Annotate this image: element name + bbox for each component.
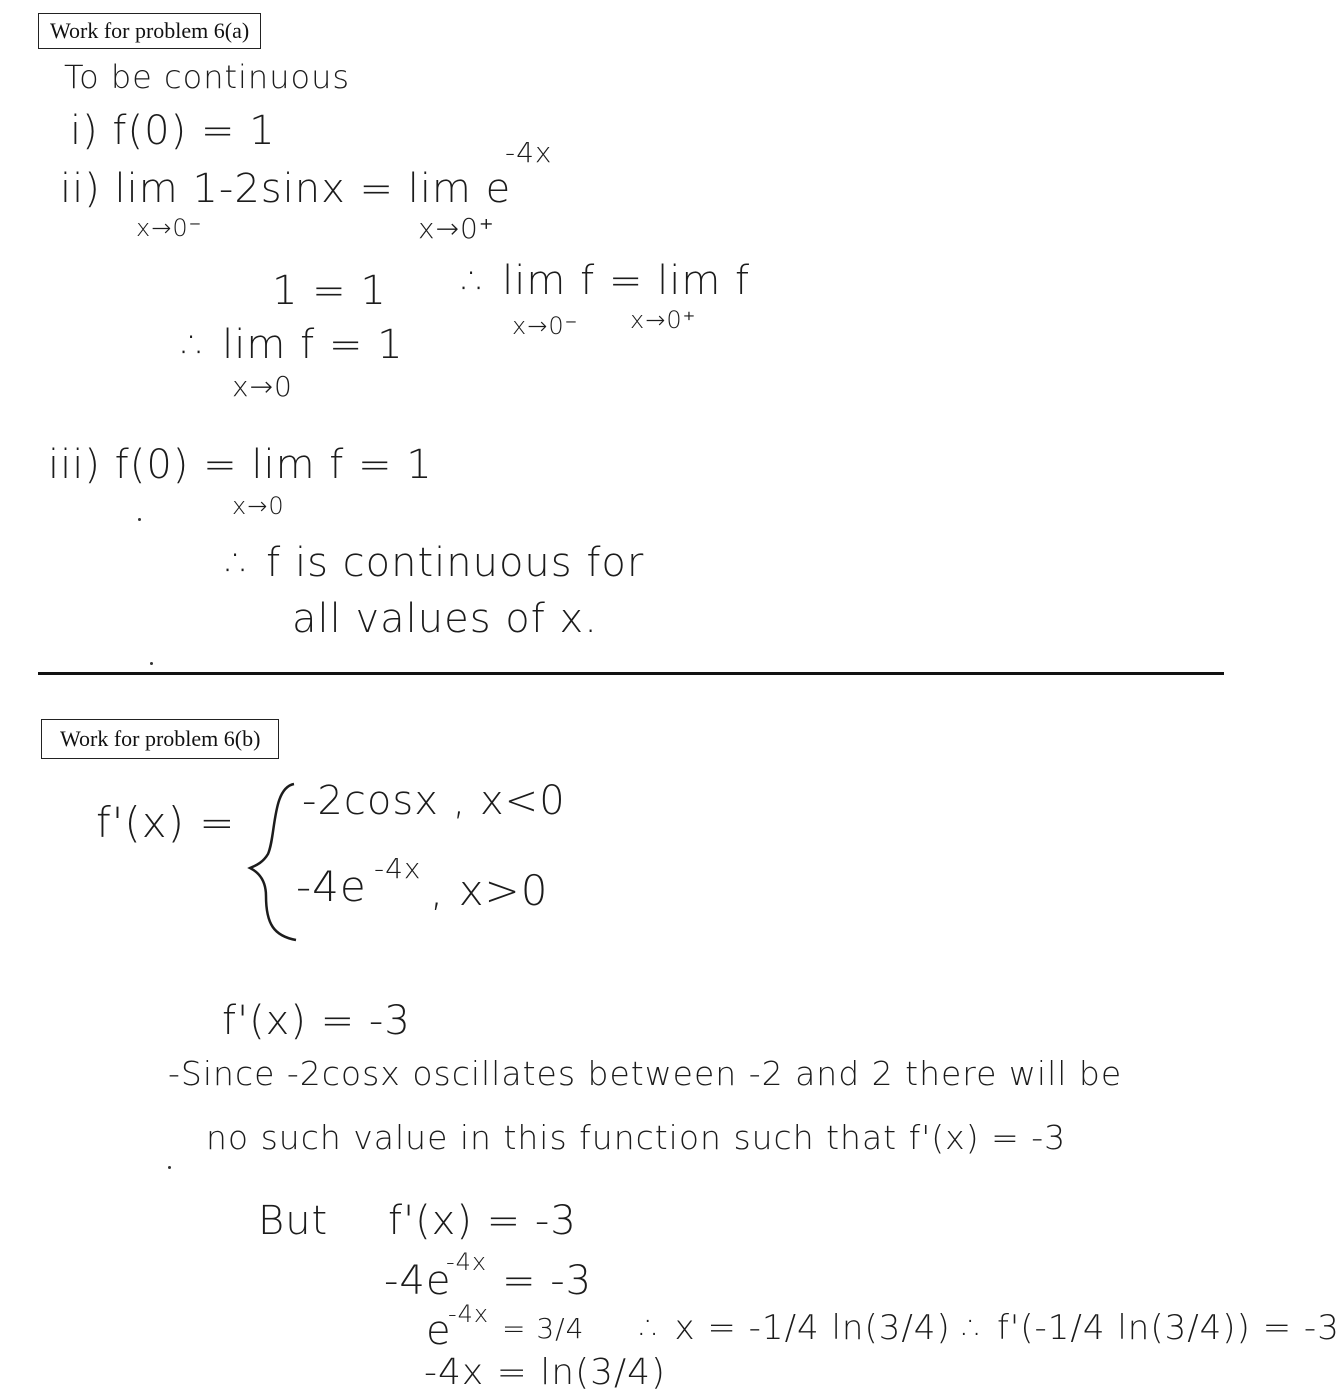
stray-mark	[168, 1166, 171, 1169]
sub-right-limit: x→0⁺	[630, 306, 697, 334]
intro-line: To be continuous	[64, 58, 351, 96]
piecewise-case-2-exponent: -4x	[374, 852, 422, 885]
therefore-limits-equal: ∴ lim f = lim f	[462, 258, 751, 304]
since-line-2: no such value in this function such that f'(x) = -3	[206, 1118, 1067, 1157]
but-label: But	[258, 1198, 329, 1244]
derivative-label: f'(x) =	[96, 798, 236, 847]
step-3-base: e	[426, 1308, 452, 1354]
since-line-1: -Since -2cosx oscillates between -2 and 2 there will be	[168, 1054, 1123, 1093]
condition-ii-sub-left: x→0⁻	[136, 214, 203, 242]
condition-ii-sub-right: x→0⁺	[418, 212, 495, 245]
step-2-exponent: -4x	[446, 1248, 488, 1276]
final-solution: ∴ x = -1/4 ln(3/4) ∴ f'(-1/4 ln(3/4)) = -3	[640, 1308, 1340, 1348]
sub-limit-zero: x→0	[232, 370, 293, 403]
problem-6a-heading: Work for problem 6(a)	[38, 13, 261, 49]
step-2-base: -4e	[384, 1258, 452, 1304]
piecewise-case-2-condition: , x>0	[430, 866, 549, 915]
condition-ii-exponent: -4x	[505, 136, 553, 169]
condition-i: i) f(0) = 1	[70, 108, 276, 154]
sub-left-limit: x→0⁻	[512, 312, 579, 340]
section-divider	[38, 672, 1224, 675]
condition-iii-sub: x→0	[232, 492, 285, 520]
conclusion-line-1: ∴ f is continuous for	[226, 540, 645, 586]
piecewise-brace	[244, 776, 304, 946]
step-2-rest: = -3	[502, 1258, 593, 1304]
piecewise-case-1: -2cosx , x<0	[302, 778, 566, 824]
piecewise-case-2-base: -4e	[296, 862, 367, 911]
step-1: f'(x) = -3	[388, 1198, 577, 1244]
conclusion-line-2: all values of x.	[292, 596, 598, 642]
stray-mark	[138, 518, 141, 521]
problem-6b-heading: Work for problem 6(b)	[41, 719, 279, 759]
set-derivative-equal: f'(x) = -3	[222, 998, 411, 1044]
therefore-limit-one: ∴ lim f = 1	[182, 322, 404, 368]
equal-ones: 1 = 1	[272, 268, 387, 314]
condition-ii: ii) lim 1-2sinx = lim e	[60, 166, 512, 212]
step-4: -4x = ln(3/4)	[424, 1352, 667, 1393]
condition-iii: iii) f(0) = lim f = 1	[48, 442, 433, 488]
step-3-exponent: -4x	[448, 1300, 490, 1328]
step-3-rest: = 3/4	[502, 1312, 585, 1345]
stray-mark	[150, 662, 153, 665]
